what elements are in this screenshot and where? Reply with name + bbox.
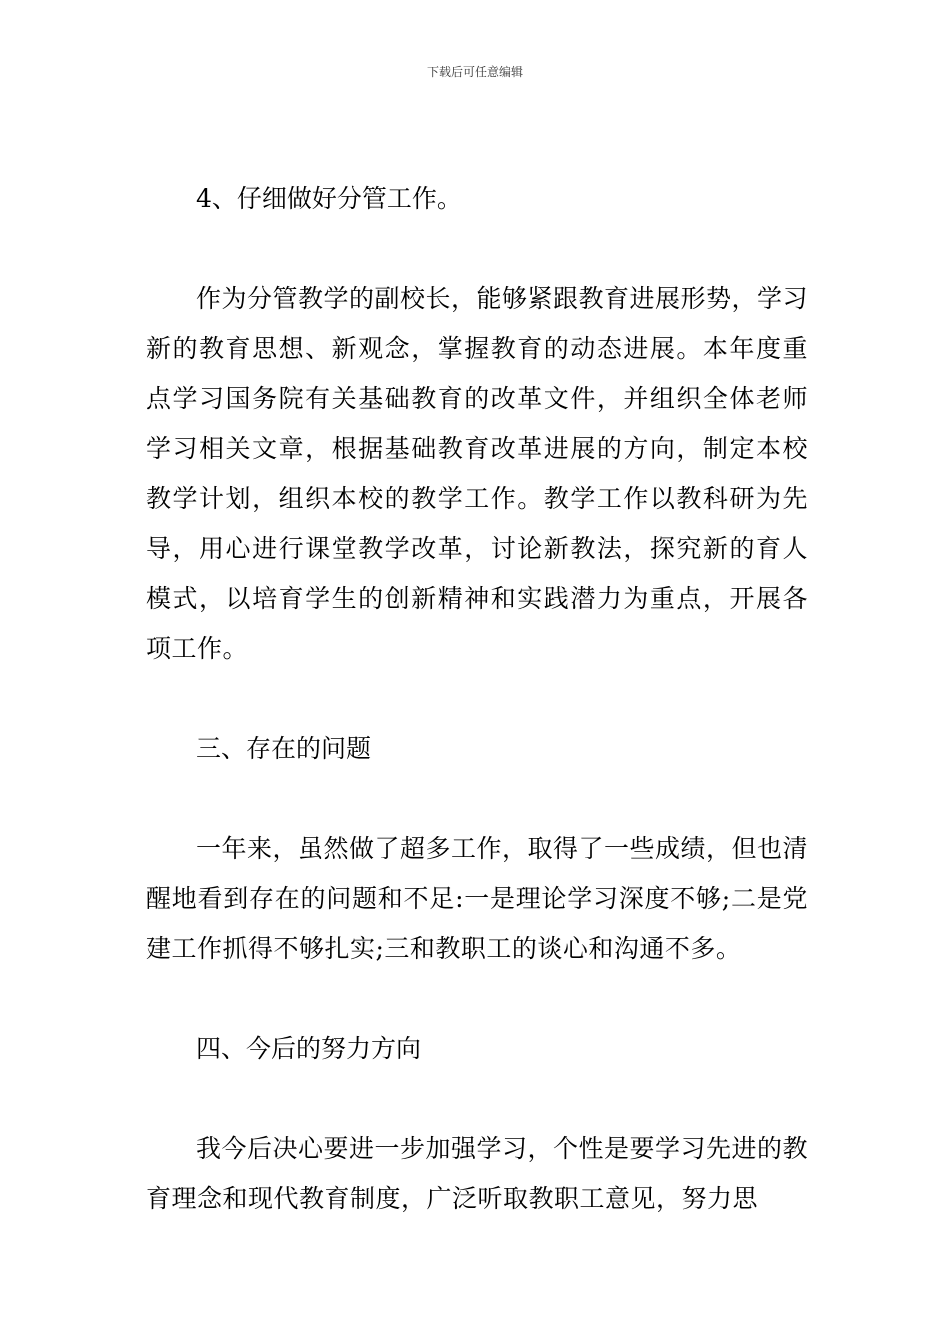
spacer [146,1074,808,1124]
paragraph-teaching-work: 作为分管教学的副校长，能够紧跟教育进展形势，学习新的教育思想、新观念，掌握教育的动态进展。本年度重点学习国务院有关基础教育的改革文件，并组织全体老师学习相关文章，根据基础教育改革进展的方向，制定本校教学计划，组织本校的教学工作。教学工作以教科研为先导，用心进行课堂教学改革，讨论新教法，探究新的育人模式，以培育学生的创新精神和实践潜力为重点，开展各项工作。 [146,284,809,663]
paragraph-direction: 我今后决心要进一步加强学习，个性是要学习先进的教育理念和现代教育制度，广泛听取教职工意见，努力思 [146,1134,809,1213]
spacer [146,224,808,274]
section-heading-direction: 四、今后的努力方向 [196,1034,422,1063]
page-header: 下载后可任意编辑 [426,65,523,79]
document-body [146,174,808,1224]
spacer [146,674,808,724]
paragraph-problems: 一年来，虽然做了超多工作，取得了一些成绩，但也清醒地看到存在的问题和不足:一是理论学习深度不够;二是党建工作抓得不够扎实;三和教职工的谈心和沟通不多。 [146,834,809,963]
spacer [146,974,808,1024]
section-heading-problems: 三、存在的问题 [196,734,372,763]
section-heading-work: 4、仔细做好分管工作。 [196,184,462,213]
spacer [146,774,808,824]
